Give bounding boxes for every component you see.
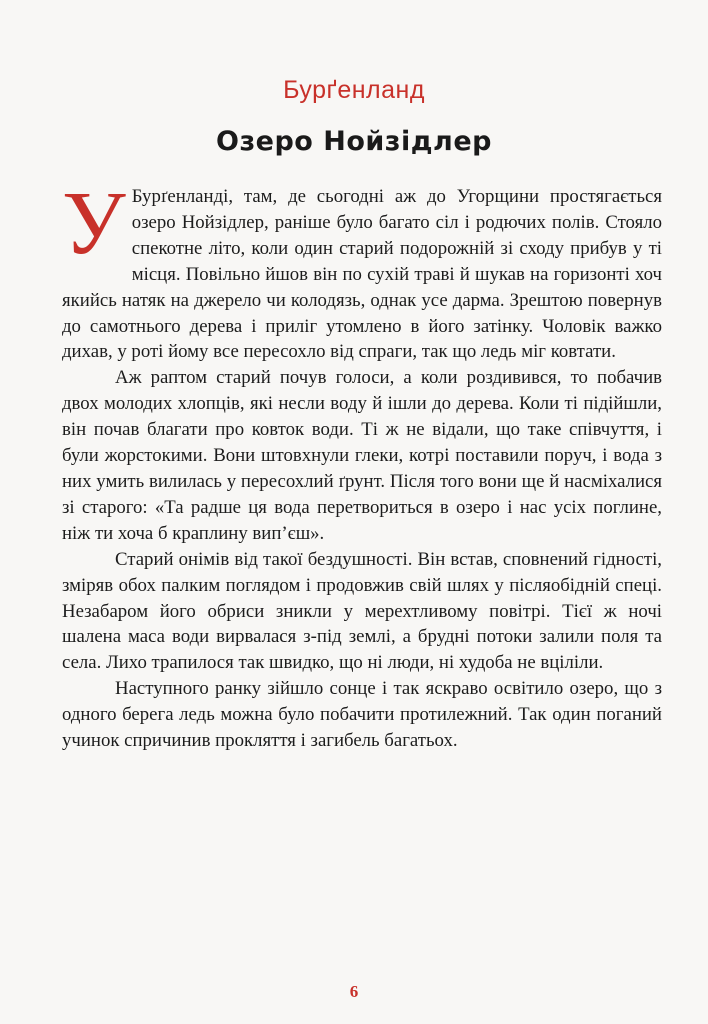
paragraph-1-text: Бурґенланді, там, де сьогодні аж до Угорщини простягається озеро Нойзідлер, раніше було багато сіл і родючих полів. Стояло спекотне літо, коли один старий подорожній зі сходу прибув у ті місця. Повільно йшов він по сухій траві й шукав на горизонті хоч якийсь натяк на джерело чи колодязь, однак усе дарма. Зрештою повернув до самотнього дерева і приліг утомлено в його затінку. Чоловік важко дихав, у роті йому все пересохло від спраги, так що ледь міг ковтати. (62, 186, 662, 363)
section-region-heading: Бурґенланд (283, 76, 425, 104)
paragraph-3: Старий онімів від такої бездушності. Він встав, сповнений гідності, зміряв обох палким поглядом і продовжив свій шлях у післяобідній спеці. Незабаром його обриси зникли у мерехтливому повітрі. Тієї ж ночі шалена маса води вирвалася з-під землі, а брудні потоки залили поля та села. Лихо трапилося так швидко, що ні люди, ні худоба не вціліли. (62, 548, 662, 674)
paragraph-1 (62, 174, 662, 365)
page-number: 6 (349, 982, 359, 1001)
paragraph-4: Наступного ранку зійшло сонце і так яскраво освітило озеро, що з одного берега ледь можна було побачити протилежний. Так один поганий учинок спричинив прокляття і загибель багатьох. (62, 678, 662, 752)
story-title: Озеро Нойзідлер (216, 126, 492, 157)
story-body (62, 174, 662, 754)
paragraph-2: Аж раптом старий почув голоси, а коли роздивився, то побачив двох молодих хлопців, які несли воду й ішли до дерева. Коли ті підійшли, він почав благати про ковток води. Ті ж не відали, що таке співчуття, і були жорстокими. Вони штовхнули глеки, котрі поставили поруч, і вода з них умить вилилась у пересохлий ґрунт. Після того вони ще й насміхалися зі старого: «Та радше ця вода перетвориться в озеро і нас усіх поглине, ніж ти хоча б краплину вип’єш». (62, 367, 662, 544)
drop-cap: У (62, 174, 126, 273)
